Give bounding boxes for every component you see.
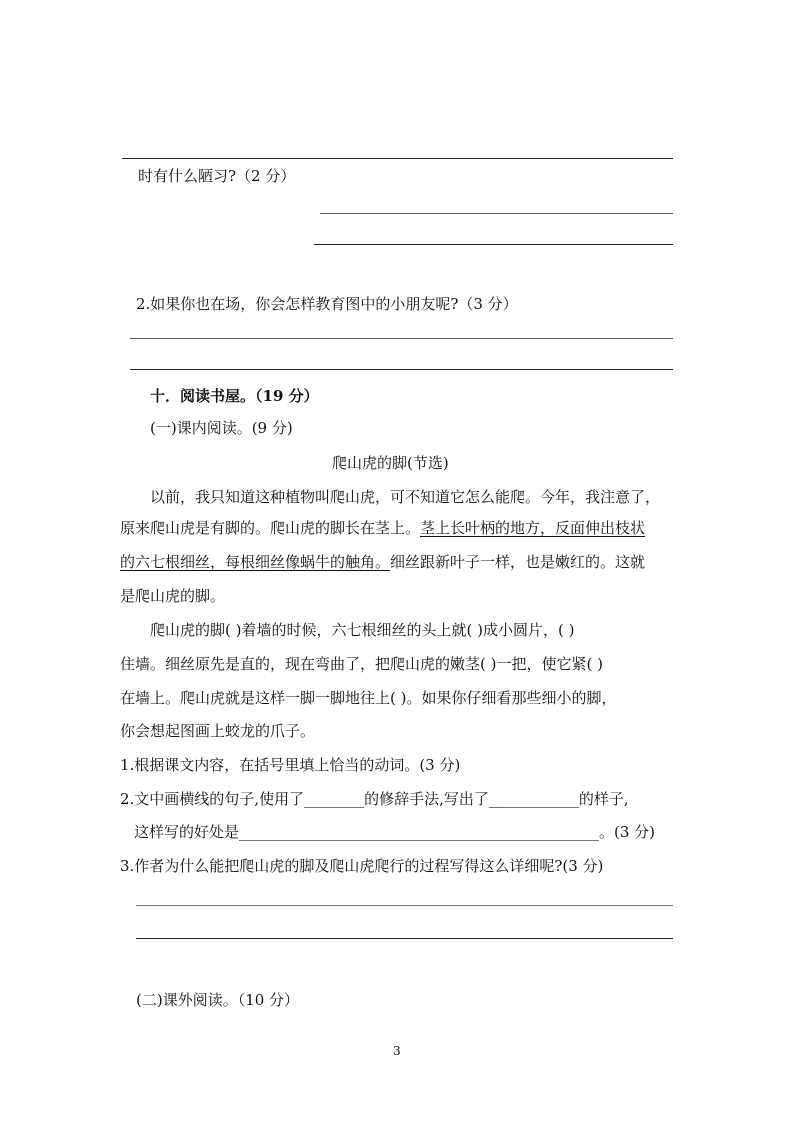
passage-text: 原来爬山虎是有脚的。爬山虎的脚长在茎上。 (120, 519, 421, 537)
question-2: 2.如果你也在场，你会怎样教育图中的小朋友呢?（3 分） (136, 295, 518, 313)
top-divider (122, 158, 673, 159)
passage-line: 在墙上。爬山虎就是这样一脚一脚地往上( )。如果你仔细看那些细小的脚， (120, 689, 617, 707)
question-tail: 时有什么陋习?（2 分） (138, 167, 296, 185)
answer-line (130, 338, 673, 339)
part1-heading: (一)课内阅读。(9 分) (150, 419, 293, 437)
passage-line: 住墙。细丝原先是直的，现在弯曲了，把爬山虎的嫩茎( )一把，使它紧( ) (120, 655, 603, 673)
passage-line: 是爬山虎的脚。 (120, 587, 226, 605)
section-title: 十．阅读书屋。（19 分） (150, 387, 319, 405)
page-number: 3 (393, 1044, 401, 1058)
reading-question-2-cont: 这样写的好处是________________________________________________。(3 分) (134, 823, 656, 841)
passage-line (120, 518, 645, 538)
passage-line: 你会想起图画上蛟龙的爪子。 (120, 722, 316, 740)
answer-line (136, 905, 673, 906)
passage-text: 细丝跟新叶子一样，也是嫩红的。这就 (390, 553, 646, 571)
reading-question-2: 2.文中画横线的句子,使用了________的修辞手法,写出了____________的样子, (120, 790, 629, 808)
reading-question-1: 1.根据课文内容，在括号里填上恰当的动词。(3 分) (120, 756, 461, 774)
part2-heading: (二)课外阅读。（10 分） (136, 991, 300, 1009)
answer-line (136, 938, 673, 939)
passage-title: 爬山虎的脚(节选) (332, 454, 449, 472)
passage-line: 爬山虎的脚( )着墙的时候，六七根细丝的头上就( )成小圆片，( ) (150, 621, 575, 639)
answer-line (130, 369, 673, 370)
reading-question-3: 3.作者为什么能把爬山虎的脚及爬山虎爬行的过程写得这么详细呢?(3 分) (120, 857, 604, 875)
passage-line (120, 552, 645, 572)
answer-line (314, 244, 673, 245)
underlined-sentence: 茎上长叶柄的地方，反面伸出枝状 (420, 519, 646, 537)
passage-line: 以前，我只知道这种植物叫爬山虎，可不知道它怎么能爬。今年，我注意了， (150, 488, 661, 506)
answer-line (320, 213, 673, 214)
underlined-sentence: 的六七根细丝，每根细丝像蜗牛的触角。 (120, 553, 391, 571)
